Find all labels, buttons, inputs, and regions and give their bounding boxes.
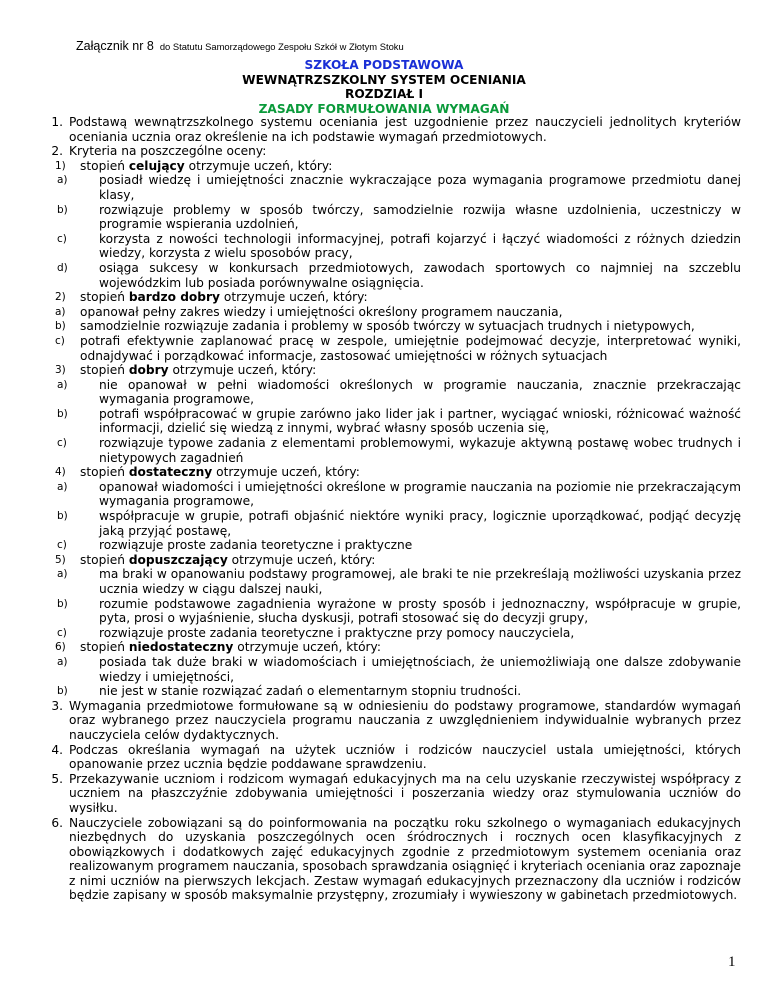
criterion-text: posiada tak duże braki w wiadomościach i umiejętnościach, że uniemożliwiają one dalsze zdobywanie wiedzy i umiejętności, — [99, 654, 741, 684]
criterion-text: rozwiązuje typowe zadania z elementami problemowymi, wykazuje aktywną postawę wobec trudnych i nietypowych zagadnień — [99, 436, 741, 465]
criterion — [33, 567, 741, 596]
criterion-text: samodzielnie rozwiązuje zadania i problemy w sposób twórczy w sytuacjach trudnych i nietypowych, — [80, 319, 695, 334]
criterion-text: korzysta z nowości technologii informacyjnej, potrafi kojarzyć i łączyć wiadomości z różnych dziedzin wiedzy, korzysta z wielu sposobów pracy, — [99, 231, 741, 261]
paragraph-number: 2. — [51, 144, 63, 159]
paragraph-number: 4. — [51, 742, 63, 757]
grade-number: 2) — [55, 291, 66, 304]
grade-celujacy — [33, 159, 741, 174]
grade-prefix: stopień — [80, 552, 129, 567]
grade-prefix: stopień — [80, 158, 129, 173]
criterion — [33, 407, 741, 436]
criterion-letter: a) — [55, 305, 66, 318]
grade-prefix: stopień — [80, 290, 129, 305]
paragraph-number: 6. — [51, 815, 63, 830]
criterion-text: potrafi współpracować w grupie zarówno jako lider jak i partner, wyciągać wnioski, różnicować ważność informacji, dzielić się wiedzą z innymi, wybrać własny sposób uczenia się, — [99, 406, 741, 436]
grade-suffix: otrzymuje uczeń, który: — [219, 290, 368, 305]
paragraph-number: 1. — [51, 115, 63, 129]
criterion — [33, 334, 741, 363]
criterion — [33, 305, 741, 320]
criterion — [33, 538, 741, 553]
paragraph-5 — [33, 772, 741, 816]
criterion-letter: d) — [57, 261, 68, 274]
criterion-letter: b) — [57, 203, 68, 216]
paragraph-4 — [33, 743, 741, 772]
grade-bardzo-dobry — [33, 290, 741, 305]
school-title: SZKOŁA PODSTAWOWA — [304, 58, 464, 72]
paragraph-6 — [33, 816, 741, 904]
grade-name: bardzo dobry — [128, 290, 220, 305]
criterion — [33, 319, 741, 334]
criterion-letter: b) — [57, 510, 68, 523]
paragraph-number: 3. — [51, 698, 63, 713]
criterion-letter: a) — [57, 568, 68, 581]
paragraph-text: Podczas określania wymagań na użytek uczniów i rodziców nauczyciel ustala umiejętności, których opanowanie przez ucznia będzie poddawane sprawdzeniu. — [69, 742, 741, 772]
criterion-text: rozwiązuje proste zadania teoretyczne i praktyczne — [99, 538, 413, 553]
criterion-letter: a) — [57, 480, 68, 493]
criterion — [33, 509, 741, 538]
criterion-letter: b) — [57, 685, 68, 698]
grade-name: dobry — [128, 363, 169, 378]
criterion-letter: a) — [57, 174, 68, 187]
criterion — [33, 480, 741, 509]
criterion-text: potrafi efektywnie zaplanować pracę w zespole, umiejętnie podejmować decyzje, interpretować wyniki, odnajdywać i porządkować informacje, zastosować umiejętności w różnych sytuacjach — [80, 333, 741, 363]
criterion-text: posiadł wiedzę i umiejętności znacznie wykraczające poza wymagania programowe przedmiotu danej klasy, — [99, 173, 741, 202]
criterion-letter: b) — [55, 320, 66, 333]
criterion-text: ma braki w opanowaniu podstawy programowej, ale braki te nie przekreślają możliwości uzyskania przez ucznia wiedzy w ciągu dalszej nauki, — [99, 567, 741, 596]
criterion — [33, 597, 741, 626]
criterion-letter: c) — [57, 232, 67, 245]
title-block — [0, 58, 768, 116]
annex-subtitle: do Statutu Samorządowego Zespołu Szkół w Złotym Stoku — [159, 41, 404, 52]
document-body — [33, 115, 741, 903]
criterion — [33, 173, 741, 202]
paragraph-3 — [33, 699, 741, 743]
grade-prefix: stopień — [80, 465, 129, 480]
grade-name: dopuszczający — [128, 552, 228, 567]
chapter-title: ROZDZIAŁ I — [344, 87, 424, 102]
paragraph-text: Podstawą wewnątrzszkolnego systemu oceniania jest uzgodnienie przez nauczycieli jednolitych kryteriów oceniania ucznia oraz określenie na ich podstawie wymagań przedmiotowych. — [69, 115, 741, 144]
criterion — [33, 378, 741, 407]
criterion-letter: b) — [57, 407, 68, 420]
grade-name: celujący — [128, 158, 185, 173]
paragraph-text: Wymagania przedmiotowe formułowane są w odniesieniu do podstawy programowe, standardów wymagań oraz wybranego przez nauczyciela programu nauczania z uwzględnieniem indywidualnie wybranych przez nauczyciela celów dydaktycznych. — [69, 698, 741, 742]
criterion-text: osiąga sukcesy w konkursach przedmiotowych, zawodach sportowych co najmniej na szczeblu wojewódzkim lub posiada porównywalne osiągnięcia. — [99, 260, 741, 290]
criterion-text: współpracuje w grupie, potrafi objaśnić niektóre wyniki pracy, logicznie uporządkować, podjąć decyzję jaką przyjąć postawę, — [99, 509, 741, 538]
criterion-text: rozumie podstawowe zagadnienia wyrażone w prosty sposób i jednoznaczny, współpracuje w grupie, pyta, prosi o wyjaśnienie, słucha dyskusji, potrafi stosować się do decyzji grupy, — [99, 596, 741, 626]
grade-dobry — [33, 363, 741, 378]
grade-suffix: otrzymuje uczeń, który: — [168, 363, 317, 378]
paragraph-1 — [33, 115, 741, 144]
criterion-text: nie jest w stanie rozwiązać zadań o elementarnym stopniu trudności. — [99, 684, 522, 699]
paragraph-number: 5. — [51, 771, 63, 786]
criterion — [33, 436, 741, 465]
criterion-letter: c) — [57, 539, 67, 552]
criterion-text: opanował pełny zakres wiedzy i umiejętności określony programem nauczania, — [80, 304, 563, 319]
criterion-text: rozwiązuje proste zadania teoretyczne i praktyczne przy pomocy nauczyciela, — [99, 625, 575, 640]
grade-dostateczny — [33, 465, 741, 480]
section-title: ZASADY FORMUŁOWANIA WYMAGAŃ — [258, 101, 510, 116]
criterion-letter: a) — [57, 655, 68, 668]
criterion — [33, 232, 741, 261]
grade-number: 6) — [55, 641, 66, 654]
criterion-text: nie opanował w pełni wiadomości określonych w programie nauczania, znacznie przekraczając wymagania programowe, — [99, 377, 741, 407]
page-number: 1 — [728, 954, 736, 970]
paragraph-2 — [33, 144, 741, 159]
grade-suffix: otrzymuje uczeń, który: — [233, 640, 381, 655]
document-header — [76, 39, 404, 54]
grade-number: 5) — [55, 553, 66, 566]
grade-suffix: otrzymuje uczeń, który: — [212, 465, 360, 480]
criterion — [33, 203, 741, 232]
grade-name: dostateczny — [128, 465, 213, 480]
system-title: WEWNĄTRZSZKOLNY SYSTEM OCENIANIA — [242, 72, 526, 87]
criterion-letter: b) — [57, 597, 68, 610]
criterion — [33, 684, 741, 699]
grade-dopuszczajacy — [33, 553, 741, 568]
grade-prefix: stopień — [80, 363, 129, 378]
annex-label: Załącznik nr 8 — [76, 39, 154, 53]
grade-number: 1) — [55, 159, 66, 172]
grade-name: niedostateczny — [128, 640, 234, 655]
criterion — [33, 261, 741, 290]
criterion-letter: c) — [55, 334, 65, 347]
paragraph-text: Przekazywanie uczniom i rodzicom wymagań edukacyjnych ma na celu uzyskanie rzeczywistej współpracy z uczniem na płaszczyźnie zdobywania umiejętności i poszerzania wiedzy oraz stymulowania uczniów do wysiłku. — [69, 771, 741, 815]
grade-number: 3) — [55, 364, 66, 377]
criterion-letter: c) — [57, 626, 67, 639]
criterion — [33, 626, 741, 641]
criterion-text: rozwiązuje problemy w sposób twórczy, samodzielnie rozwija własne uzdolnienia, uczestniczy w programie wspierania uzdolnień, — [99, 202, 741, 232]
criterion-text: opanował wiadomości i umiejętności określone w programie nauczania na poziomie nie przekraczającym wymagania programowe, — [99, 479, 741, 509]
grade-prefix: stopień — [80, 640, 129, 655]
grade-suffix: otrzymuje uczeń, który: — [227, 552, 376, 567]
grade-niedostateczny — [33, 640, 741, 655]
paragraph-text: Kryteria na poszczególne oceny: — [69, 144, 267, 159]
criterion-letter: c) — [57, 437, 67, 450]
paragraph-text: Nauczyciele zobowiązani są do poinformowania na początku roku szkolnego o wymaganiach edukacyjnych niezbędnych do uzyskania poszczególnych ocen śródrocznych i rocznych ocen klasyfikacyjnych z obowiązkowych i dodatkowych zajęć edukacyjnych zgodnie z przedmiotowym systemem oceniania oraz realizowanym programem nauczania, sposobach sprawdzania osiągnięć i kryteriach oceniania oraz zapoznaje z nimi uczniów na pierwszych lekcjach. Zestaw wymagań edukacyjnych przeznaczony dla uczniów i rodziców będzie zapisany w sposób maksymalnie przystępny, zrozumiały i wywieszony w gabinetach przedmiotowych. — [69, 815, 741, 903]
grade-number: 4) — [55, 466, 66, 479]
criterion — [33, 655, 741, 684]
grade-suffix: otrzymuje uczeń, który: — [184, 158, 333, 173]
criterion-letter: a) — [57, 378, 68, 391]
